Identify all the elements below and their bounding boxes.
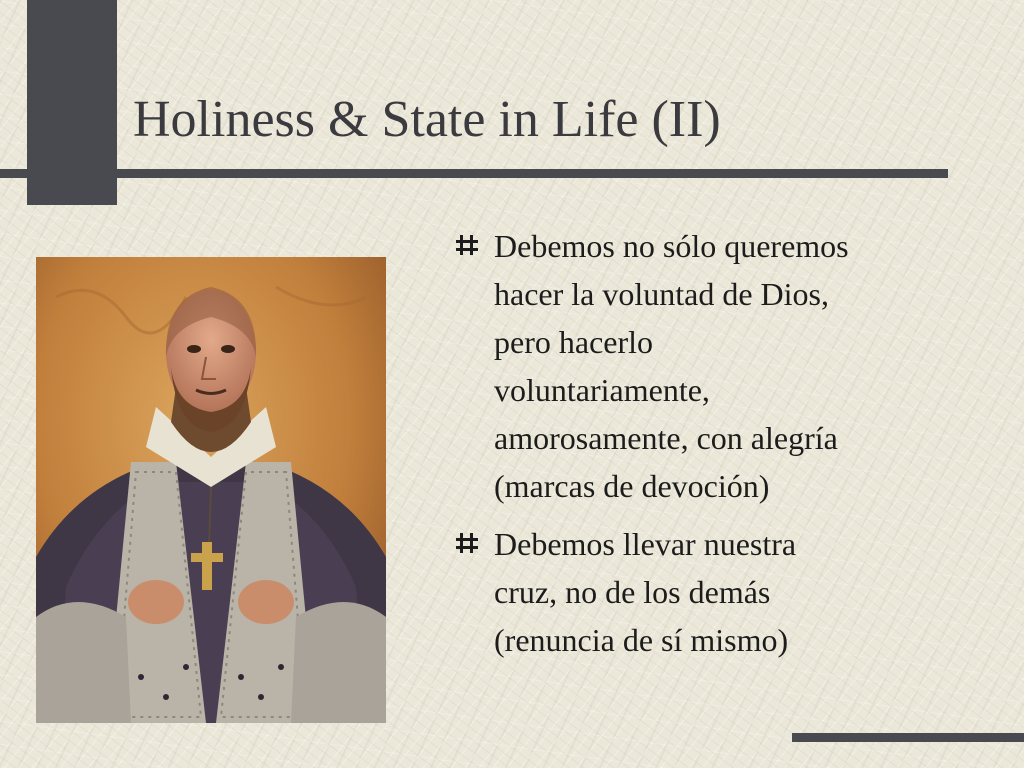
bullet-line: (renuncia de sí mismo): [494, 622, 789, 658]
bullet-line: pero hacerlo: [494, 324, 654, 360]
bullet-line: hacer la voluntad de Dios,: [494, 276, 829, 312]
bullet-line: Debemos llevar nuestra: [494, 526, 797, 562]
bullet-line: (marcas de devoción): [494, 468, 770, 504]
slide-title: Holiness & State in Life (II): [133, 91, 721, 148]
bullet-list: [454, 222, 1014, 674]
bullet-line: cruz, no de los demás: [494, 574, 771, 610]
bullet-line: voluntariamente,: [494, 372, 710, 408]
bullet-line: amorosamente, con alegría: [494, 420, 838, 456]
bullet-line: Debemos no sólo queremos: [494, 228, 849, 264]
hash-bullet-icon: [454, 232, 480, 258]
title-underline-rule: [0, 169, 948, 178]
portrait-image: [36, 257, 386, 723]
portrait-painting: [36, 257, 386, 723]
hash-bullet-icon: [454, 530, 480, 556]
bullet-item-voluntad: [454, 222, 1014, 510]
bullet-item-cruz: [454, 520, 1014, 664]
footer-rule: [792, 733, 1024, 742]
